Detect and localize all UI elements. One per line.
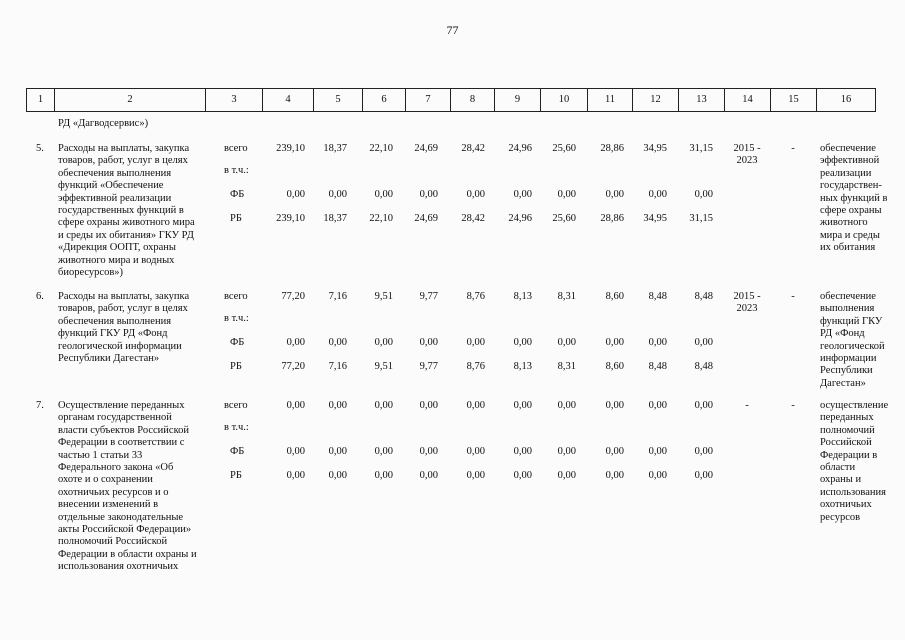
column-header-15: 15 [770,89,816,111]
value-regional: 0,00 [374,470,393,481]
value-federal: 0,00 [374,189,393,200]
column-header-14: 14 [724,89,770,111]
value-regional: 8,60 [605,361,624,372]
value-total: 0,00 [419,400,438,411]
value-regional: 8,76 [466,361,485,372]
value-regional: 25,60 [552,213,576,224]
column-header-9: 9 [494,89,540,111]
column-header-4: 4 [262,89,313,111]
value-regional: 9,51 [374,361,393,372]
value-federal: 0,00 [374,446,393,457]
value-federal: 0,00 [328,337,347,348]
value-regional: 0,00 [648,470,667,481]
value-total: 8,76 [466,291,485,302]
value-total: 8,48 [694,291,713,302]
value-regional: 0,00 [605,470,624,481]
value-federal: 0,00 [557,446,576,457]
column-header-6: 6 [362,89,405,111]
value-total: 0,00 [466,400,485,411]
value-total: 28,86 [600,143,624,154]
label-federal-budget: ФБ [230,189,245,200]
value-regional: 28,86 [600,213,624,224]
label-total: всего [224,400,248,411]
column-header-16: 16 [816,89,875,111]
column-header-3: 3 [205,89,262,111]
label-federal-budget: ФБ [230,337,245,348]
value-total: 22,10 [369,143,393,154]
col15-value: - [791,400,795,411]
value-total: 8,31 [557,291,576,302]
column-header-1: 1 [26,89,54,111]
continuation-line: РД «Дагводсервис») [58,118,149,129]
value-total: 0,00 [513,400,532,411]
value-total: 0,00 [605,400,624,411]
value-federal: 0,00 [513,189,532,200]
value-total: 24,69 [414,143,438,154]
row-description: Осуществление переданных органам государственной власти субъектов Российской Федерации в соответствии с частью 1 статьи 33 Федерального закона «Об охоте и о сохранении охотничьих ресурсов и о внесении изменений в отдельные законодательные акты Российской Федерации» полномочий Российской Федерации в области охраны и использования охотничьих [58,400,197,573]
value-total: 34,95 [643,143,667,154]
value-federal: 0,00 [694,337,713,348]
value-federal: 0,00 [605,189,624,200]
value-federal: 0,00 [286,189,305,200]
value-federal: 0,00 [374,337,393,348]
value-regional: 24,96 [508,213,532,224]
expected-result: обеспечение выполнения функций ГКУ РД «Фонд геологической информации Республики Дагестан» [820,291,885,389]
value-total: 0,00 [286,400,305,411]
value-federal: 0,00 [328,189,347,200]
value-regional: 0,00 [557,470,576,481]
value-regional: 239,10 [276,213,305,224]
value-regional: 28,42 [461,213,485,224]
row-description: Расходы на выплаты, закупка товаров, работ, услуг в целях обеспечения выполнения функций «Обеспечение эффективной реализации государственных функций в сфере охраны животного мира и среды их обитания» ГКУ РД «Дирекция ООПТ, охраны животного мира и водных биоресурсов») [58,143,195,279]
value-total: 0,00 [648,400,667,411]
row-description: Расходы на выплаты, закупка товаров, работ, услуг в целях обеспечения выполнения функций ГКУ РД «Фонд геологической информации Республики Дагестан» [58,291,190,365]
value-regional: 18,37 [323,213,347,224]
value-regional: 0,00 [513,470,532,481]
period: 2015 - 2023 [733,143,761,167]
value-total: 0,00 [374,400,393,411]
value-regional: 0,00 [694,470,713,481]
value-regional: 0,00 [328,470,347,481]
value-federal: 0,00 [648,337,667,348]
value-total: 239,10 [276,143,305,154]
row-number: 7. [36,400,44,411]
label-including: в т.ч.: [224,313,249,324]
value-federal: 0,00 [419,189,438,200]
value-total: 25,60 [552,143,576,154]
value-federal: 0,00 [605,337,624,348]
value-total: 24,96 [508,143,532,154]
value-total: 8,13 [513,291,532,302]
value-regional: 9,77 [419,361,438,372]
label-regional-budget: РБ [230,213,242,224]
value-federal: 0,00 [557,337,576,348]
value-federal: 0,00 [648,446,667,457]
value-total: 8,60 [605,291,624,302]
value-regional: 77,20 [281,361,305,372]
value-total: 18,37 [323,143,347,154]
value-federal: 0,00 [694,189,713,200]
label-including: в т.ч.: [224,422,249,433]
period: 2015 - 2023 [733,291,761,315]
col15-value: - [791,291,795,302]
column-header-7: 7 [405,89,450,111]
column-header-2: 2 [54,89,205,111]
col15-value: - [791,143,795,154]
value-federal: 0,00 [466,189,485,200]
value-federal: 0,00 [419,446,438,457]
value-regional: 0,00 [466,470,485,481]
column-header-13: 13 [678,89,724,111]
label-regional-budget: РБ [230,470,242,481]
row-number: 6. [36,291,44,302]
value-total: 0,00 [328,400,347,411]
value-federal: 0,00 [328,446,347,457]
value-regional: 31,15 [689,213,713,224]
value-regional: 34,95 [643,213,667,224]
value-total: 0,00 [557,400,576,411]
label-total: всего [224,143,248,154]
value-regional: 7,16 [328,361,347,372]
column-header-10: 10 [540,89,587,111]
period: - [745,400,749,411]
value-federal: 0,00 [419,337,438,348]
value-federal: 0,00 [605,446,624,457]
column-header-12: 12 [632,89,678,111]
value-total: 0,00 [694,400,713,411]
value-federal: 0,00 [694,446,713,457]
value-federal: 0,00 [513,337,532,348]
value-total: 31,15 [689,143,713,154]
column-header-8: 8 [450,89,494,111]
value-regional: 22,10 [369,213,393,224]
value-federal: 0,00 [286,446,305,457]
value-total: 28,42 [461,143,485,154]
column-header-5: 5 [313,89,362,111]
table-header [26,88,876,112]
value-federal: 0,00 [286,337,305,348]
value-federal: 0,00 [466,446,485,457]
value-total: 7,16 [328,291,347,302]
page-number: 77 [446,23,459,37]
value-total: 9,51 [374,291,393,302]
value-federal: 0,00 [466,337,485,348]
label-including: в т.ч.: [224,165,249,176]
value-regional: 8,48 [648,361,667,372]
value-regional: 24,69 [414,213,438,224]
value-total: 9,77 [419,291,438,302]
label-federal-budget: ФБ [230,446,245,457]
value-regional: 8,31 [557,361,576,372]
value-regional: 8,48 [694,361,713,372]
expected-result: осуществление переданных полномочий Российской Федерации в области охраны и использования охотничьих ресурсов [820,400,889,523]
value-federal: 0,00 [557,189,576,200]
label-total: всего [224,291,248,302]
label-regional-budget: РБ [230,361,242,372]
value-total: 77,20 [281,291,305,302]
value-regional: 0,00 [286,470,305,481]
expected-result: обеспечение эффективной реализации государствен- ных функций в сфере охраны животного мира и среды их обитания [820,143,888,254]
column-header-11: 11 [587,89,632,111]
value-federal: 0,00 [648,189,667,200]
value-regional: 0,00 [419,470,438,481]
value-regional: 8,13 [513,361,532,372]
value-federal: 0,00 [513,446,532,457]
row-number: 5. [36,143,44,154]
value-total: 8,48 [648,291,667,302]
